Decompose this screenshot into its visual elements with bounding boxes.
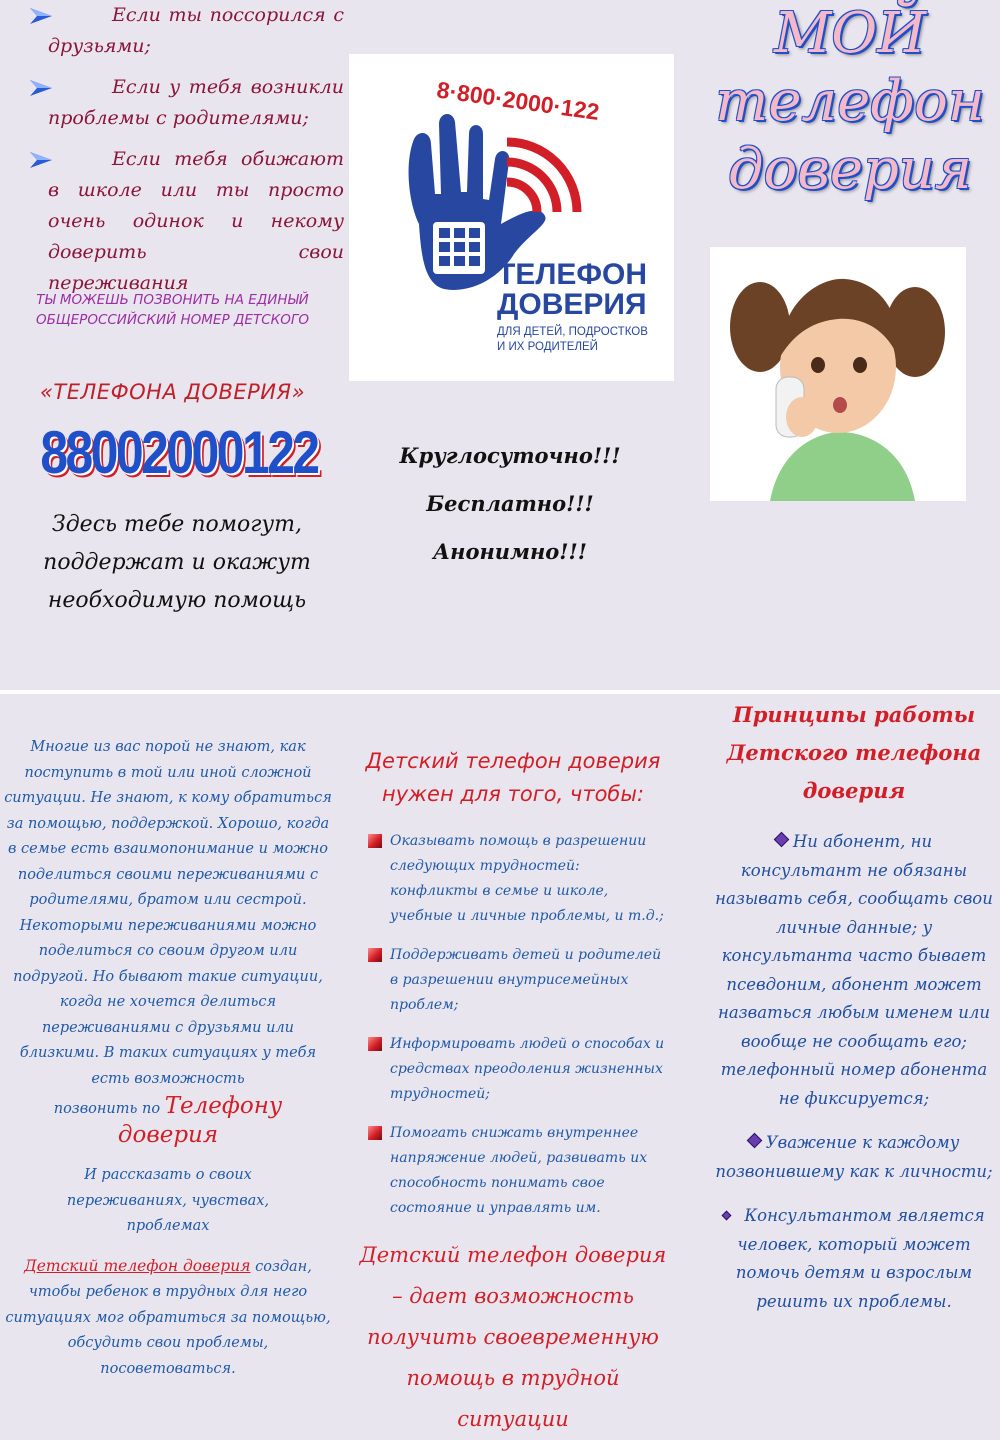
feature-24-7: Круглосуточно!!!	[399, 443, 621, 468]
call-prefix: позвонить по	[53, 1101, 161, 1117]
call-highlight: Телефону доверия	[117, 1093, 283, 1148]
principle-item	[713, 1129, 995, 1186]
service-features	[380, 432, 640, 576]
arrow-bullet-icon	[28, 6, 54, 26]
principles-column	[713, 696, 995, 1316]
title-line: МОЙ	[773, 1, 927, 66]
feature-anonymous: Анонимно!!!	[433, 539, 587, 564]
intro-paragraph: Многие из вас порой не знают, как поступить в той или иной сложной ситуации. Не знают, к кому обратиться за помощью, поддержкой. Хорошо, когда в семье есть взаимопонимание и можно поделиться своими переживаниями с родителями, братом или сестрой. Некоторыми переживаниями можно поделиться со своим другом или подругой. Но бывают такие ситуации, когда не хочется делиться переживаниями с друзьями или близкими. В таких ситуациях у тебя есть возможность	[4, 739, 332, 1087]
situation-text: Если у тебя возникли проблемы с родителями;	[48, 76, 344, 129]
purpose-item	[358, 943, 668, 1018]
principle-text: Ни абонент, ни консультант не обязаны называть себя, сообщать свои личные данные; у консультанта часто бывает псевдоним, абонент может назваться любым именем или вообще не сообщать его; телефонный номер абонента не фиксируется;	[715, 832, 993, 1108]
hand-phone-logo-icon	[349, 54, 674, 381]
brochure-title	[700, 0, 1000, 204]
principle-text: Уважение к каждому позвонившему как к личности;	[715, 1133, 993, 1181]
can-call-caption: ТЫ МОЖЕШЬ ПОЗВОНИТЬ НА ЕДИНЫЙ ОБЩЕРОССИЙСКИЙ НОМЕР ДЕТСКОГО	[36, 292, 309, 328]
arrow-bullet-icon	[28, 78, 54, 98]
help-text: Здесь тебе помогут, поддержат и окажут необходимую помощь	[43, 512, 311, 613]
red-square-bullet-icon	[368, 948, 382, 962]
red-square-bullet-icon	[368, 1037, 382, 1051]
purpose-item	[358, 829, 668, 929]
situation-item	[26, 72, 344, 134]
created-link: Детский телефон доверия	[24, 1256, 251, 1275]
principles-title: Принципы работы Детского телефона доверия	[726, 702, 982, 803]
situation-item	[26, 144, 344, 299]
purpose-title: Детский телефон доверия нужен для того, чтобы:	[365, 749, 661, 806]
fold-divider	[0, 690, 1000, 694]
diamond-bullet-icon	[722, 1211, 732, 1221]
logo-name-2: ДОВЕРИЯ	[497, 288, 647, 321]
situations-list	[26, 0, 344, 309]
girl-photo-illustration-icon	[710, 247, 966, 501]
brochure-front	[0, 0, 1000, 690]
purpose-item	[358, 1121, 668, 1221]
situation-text: Если ты поссорился с друзьями;	[48, 4, 344, 57]
diamond-bullet-icon	[746, 1133, 762, 1149]
arrow-bullet-icon	[28, 150, 54, 170]
created-rest: создан, чтобы ребенок в трудных для него ситуациях мог обратиться за помощью, обсудить свои проблемы, посоветоваться.	[5, 1258, 331, 1377]
purpose-text: Помогать снижать внутреннее напряжение людей, развивать их способность понимать свое состояние и управлять им.	[390, 1125, 648, 1216]
logo-name-1: ТЕЛЕФОН	[497, 258, 647, 291]
logo-sub-1: ДЛЯ ДЕТЕЙ, ПОДРОСТКОВ	[497, 326, 648, 338]
principle-item	[713, 1202, 995, 1316]
logo-sub-2: И ИХ РОДИТЕЛЕЙ	[497, 341, 598, 353]
feature-free: Бесплатно!!!	[426, 491, 594, 516]
title-line: доверия	[728, 137, 972, 202]
call-line	[4, 1094, 332, 1151]
situation-item	[26, 0, 344, 62]
purpose-column	[358, 745, 668, 1440]
hotline-name: «ТЕЛЕФОНА ДОВЕРИЯ»	[39, 380, 306, 404]
purpose-item	[358, 1032, 668, 1107]
situation-text: Если тебя обижают в школе или ты просто очень одинок и некому доверить свои переживания	[48, 148, 344, 294]
diamond-bullet-icon	[774, 832, 790, 848]
girl-on-phone-photo	[710, 247, 966, 501]
red-square-bullet-icon	[368, 1126, 382, 1140]
red-square-bullet-icon	[368, 834, 382, 848]
logo-number: 8·800·2000·122	[435, 76, 601, 125]
principle-item	[713, 828, 995, 1113]
hotline-logo	[349, 54, 674, 381]
purpose-text: Поддерживать детей и родителей в разрешении внутрисемейных проблем;	[390, 947, 662, 1013]
hotline-phone-number: 88002000122	[40, 419, 318, 486]
created-paragraph	[4, 1254, 332, 1383]
purpose-text: Оказывать помощь в разрешении следующих трудностей: конфликты в семье и школе, учебные и личные проблемы, и т.д.;	[390, 833, 664, 924]
share-paragraph: И рассказать о своих переживаниях, чувствах, проблемах	[66, 1167, 270, 1234]
principle-text: Консультантом является человек, который может помочь детям и взрослым решить их проблемы.	[735, 1206, 985, 1311]
intro-column	[4, 735, 332, 1382]
title-line: телефон	[715, 69, 985, 134]
purpose-summary: Детский телефон доверия – дает возможность получить своевременную помощь в трудной ситуации	[359, 1243, 667, 1431]
purpose-text: Информировать людей о способах и средствах преодоления жизненных трудностей;	[390, 1036, 665, 1102]
